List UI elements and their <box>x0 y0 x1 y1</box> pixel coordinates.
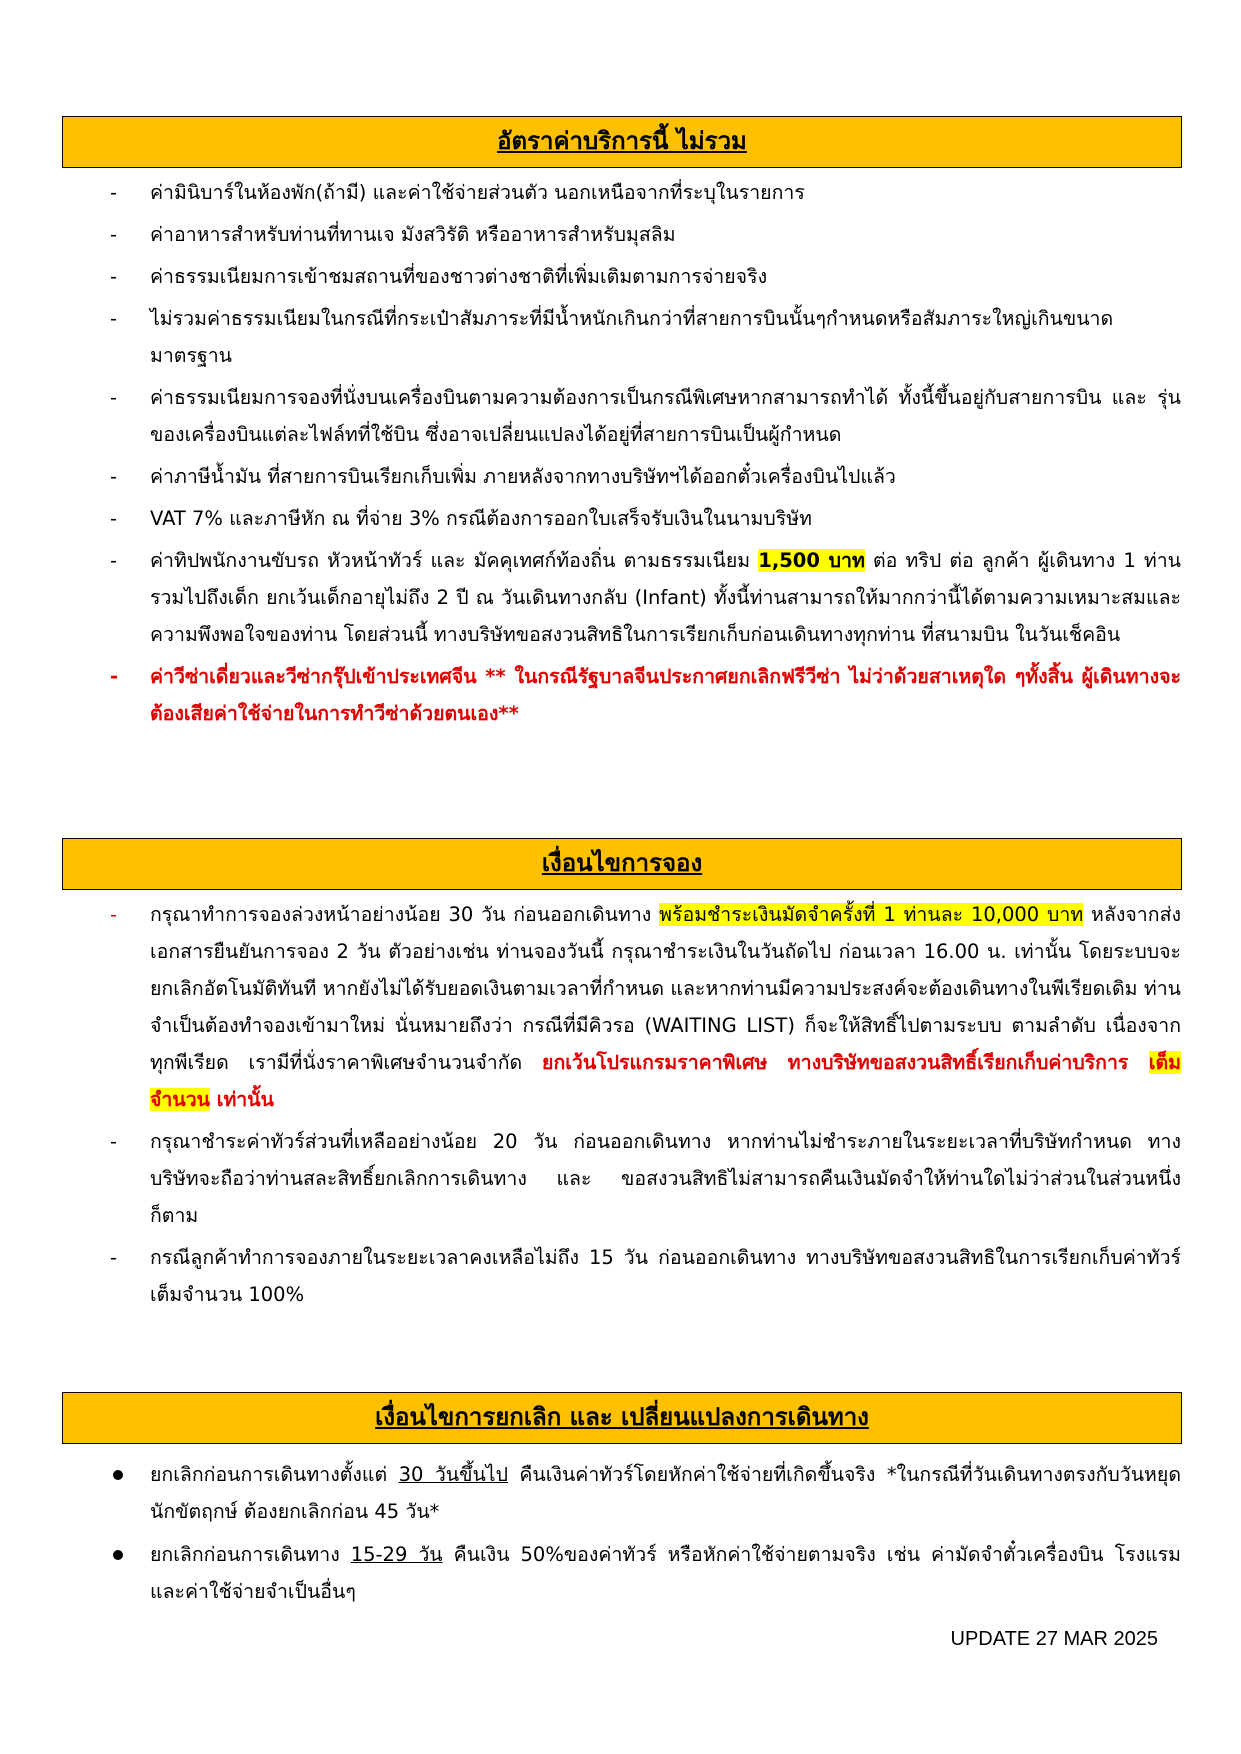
deposit-highlight: พร้อมชำระเงินมัดจำครั้งที่ 1 ท่านละ 10,000 บาท <box>659 903 1084 926</box>
bullet-dot-icon <box>113 1550 123 1560</box>
list-item: - ค่าภาษีน้ำมัน ที่สายการบินเรียกเก็บเพิ่ม ภายหลังจากทางบริษัทฯได้ออกตั๋วเครื่องบินไปแล้ว <box>110 465 896 488</box>
cancellation-item: ยกเลิกก่อนการเดินทาง 15-29 วัน คืนเงิน 50%ของค่าทัวร์ หรือหักค่าใช้จ่ายตามจริง เช่น ค่ามัดจำตั๋วเครื่องบิน โรงแรม และค่าใช้จ่ายจำเป็นอื่นๆ <box>0 1536 1241 1610</box>
booking-list <box>0 896 1241 1313</box>
list-item: - ค่าอาหารสำหรับท่านที่ทานเจ มังสวิรัติ หรืออาหารสำหรับมุสลิม <box>110 223 676 246</box>
booking-item: - กรุณาทำการจองล่วงหน้าอย่างน้อย 30 วัน ก่อนออกเดินทาง พร้อมชำระเงินมัดจำครั้งที่ 1 ท่านละ 10,000 บาท หลังจากส่งเอกสารยืนยันการจอง 2 วัน ตัวอย่างเช่น ท่านจองวันนี้ กรุณาชำระเงินในวันถัดไป ก่อนเวลา 16.00 น. เท่านั้น โดยระบบจะยกเลิกอัตโนมัติทันที หากยังไม่ได้รับยอดเงินตามเวลาที่กำหนด และหากท่านมีความประสงค์จะต้องเดินทางในพีเรียดเดิม ท่านจำเป็นต้องทำจองเข้ามาใหม่ นั่นหมายถึงว่า กรณีที่มีคิวรอ (WAITING LIST) ก็จะให้สิทธิ์ไปตามระบบ ตามลำดับ เนื่องจากทุกพีเรียด เรามีที่นั่งราคาพิเศษจำนวนจำกัด ยกเว้นโปรแกรมราคาพิเศษ ทางบริษัทขอสงวนสิทธิ์เรียกเก็บค่าบริการ เต็มจำนวน เท่านั้น <box>110 903 1181 1111</box>
section-title: เงื่อนไขการจอง <box>541 849 703 877</box>
list-item: - กรณีลูกค้าทำการจองภายในระยะเวลาคงเหลือไม่ถึง 15 วัน ก่อนออกเดินทาง ทางบริษัทขอสงวนสิทธิในการเรียกเก็บค่าทัวร์เต็มจำนวน 100% <box>110 1246 1181 1306</box>
not-included-list <box>0 174 1241 732</box>
tip-amount-highlight: 1,500 บาท <box>758 549 865 572</box>
visa-item: - ค่าวีซ่าเดี่ยวและวีซ่ากรุ๊ปเข้าประเทศจีน ** ในกรณีรัฐบาลจีนประกาศยกเลิกฟรีวีซ่า ไม่ว่าด้วยสาเหตุใด ๆทั้งสิ้น ผู้เดินทางจะต้องเสียค่าใช้จ่ายในการทำวีซ่าด้วยตนเอง** <box>110 665 1181 725</box>
list-item: - ค่าธรรมเนียมการเข้าชมสถานที่ของชาวต่างชาติที่เพิ่มเติมตามการจ่ายจริง <box>110 265 768 288</box>
full-amount-highlight: เต็มจำนวน <box>150 1051 1181 1111</box>
list-item: - ไม่รวมค่าธรรมเนียมในกรณีที่กระเป๋าสัมภาระที่มีน้ำหนักเกินกว่าที่สายการบินนั้นๆกำหนดหรือสัมภาระใหญ่เกินขนาดมาตรฐาน <box>110 307 1114 367</box>
list-item: - VAT 7% และภาษีหัก ณ ที่จ่าย 3% กรณีต้องการออกใบเสร็จรับเงินในนามบริษัท <box>110 507 812 530</box>
section-title: อัตราค่าบริการนี้ ไม่รวม <box>497 127 747 155</box>
list-item: - กรุณาชำระค่าทัวร์ส่วนที่เหลืออย่างน้อย 20 วัน ก่อนออกเดินทาง หากท่านไม่ชำระภายในระยะเวลาที่บริษัทกำหนด ทางบริษัทจะถือว่าท่านสละสิทธิ์ยกเลิกการเดินทาง และ ขอสงวนสิทธิไม่สามารถคืนเงินมัดจำให้ท่านใดไม่ว่าส่วนในส่วนหนึ่งก็ตาม <box>110 1130 1181 1227</box>
update-date: UPDATE 27 MAR 2025 <box>950 1628 1158 1650</box>
list-item: - ค่ามินิบาร์ในห้องพัก(ถ้ามี) และค่าใช้จ่ายส่วนตัว นอกเหนือจากที่ระบุในรายการ <box>110 181 805 204</box>
section-header-booking <box>62 838 1182 890</box>
section-header-not-included <box>62 116 1182 168</box>
cancellation-list <box>0 1456 1241 1610</box>
tip-item: - ค่าทิปพนักงานขับรถ หัวหน้าทัวร์ และ มัคคุเทศก์ท้องถิ่น ตามธรรมเนียม 1,500 บาท ต่อ ทริป ต่อ ลูกค้า ผู้เดินทาง 1 ท่าน รวมไปถึงเด็ก ยกเว้นเด็กอายุไม่ถึง 2 ปี ณ วันเดินทางกลับ (Infant) ทั้งนี้ท่านสามารถให้มากกว่านี้ได้ตามความเหมาะสมและความพึงพอใจของท่าน โดยส่วนนี้ ทางบริษัทขอสงวนสิทธิในการเรียกเก็บก่อนเดินทางทุกท่าน ที่สนามบิน ในวันเช็คอิน <box>110 549 1182 646</box>
cancellation-item: ยกเลิกก่อนการเดินทางตั้งแต่ 30 วันขึ้นไป คืนเงินค่าทัวร์โดยหักค่าใช้จ่ายที่เกิดขึ้นจริง *ในกรณีที่วันเดินทางตรงกับวันหยุดนักขัตฤกษ์ ต้องยกเลิกก่อน 45 วัน* <box>0 1456 1241 1530</box>
bullet-dot-icon <box>113 1470 123 1480</box>
section-title: เงื่อนไขการยกเลิก และ เปลี่ยนแปลงการเดินทาง <box>375 1403 869 1431</box>
list-item: - ค่าธรรมเนียมการจองที่นั่งบนเครื่องบินตามความต้องการเป็นกรณีพิเศษหากสามารถทำได้ ทั้งนี้ขึ้นอยู่กับสายการบิน และ รุ่นของเครื่องบินแต่ละไฟล์ทที่ใช้บิน ซึ่งอาจเปลี่ยนแปลงได้อยู่ที่สายการบินเป็นผู้กำหนด <box>110 386 1181 446</box>
section-header-cancellation <box>62 1392 1182 1444</box>
